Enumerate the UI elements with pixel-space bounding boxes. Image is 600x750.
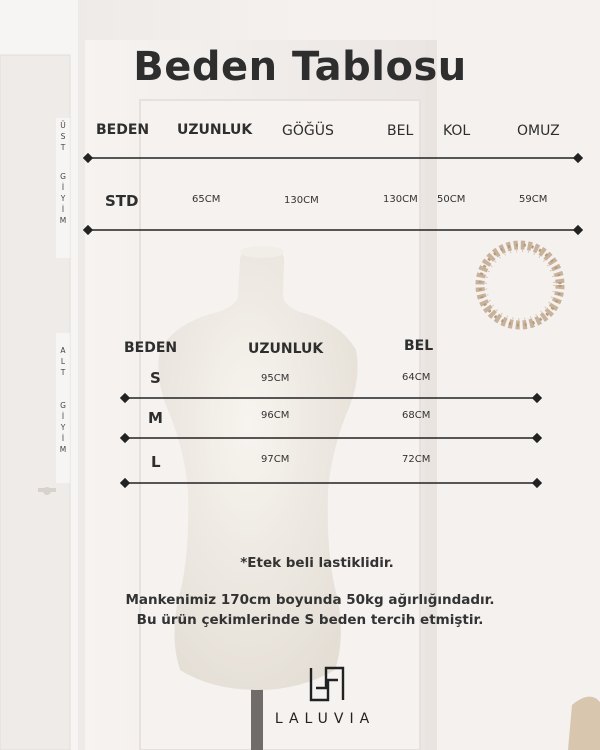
upper-header-kol: KOL [443, 123, 471, 139]
upper-header-beden: BEDEN [96, 122, 150, 138]
upper-cell-kol: 50CM [437, 194, 466, 205]
upper-cell-uzunluk: 65CM [192, 194, 221, 205]
side-label-upper: Ü S T G İ Y İ M [59, 121, 67, 225]
lower-header-beden: BEDEN [124, 340, 178, 356]
lower-cell-bel-l: 72CM [402, 454, 431, 465]
brand-name: LALUVIA [274, 711, 376, 727]
note-size: Bu ürün çekimlerinde S beden tercih etmiştir. [136, 612, 484, 628]
lower-cell-uzunluk-m: 96CM [261, 410, 290, 421]
upper-cell-size: STD [105, 192, 139, 210]
upper-header-uzunluk: UZUNLUK [177, 122, 253, 138]
upper-cell-bel: 130CM [383, 194, 418, 205]
lower-cell-bel-s: 64CM [402, 372, 431, 383]
lower-cell-size-l: L [151, 453, 161, 471]
note-elastic: *Etek beli lastiklidir. [240, 555, 394, 571]
lower-header-bel: BEL [404, 338, 434, 354]
lower-cell-bel-m: 68CM [402, 410, 431, 421]
side-label-lower: A L T G İ Y İ M [59, 346, 67, 454]
lower-cell-uzunluk-s: 95CM [261, 373, 290, 384]
upper-header-omuz: OMUZ [517, 123, 560, 139]
upper-cell-omuz: 59CM [519, 194, 548, 205]
page-title: Beden Tablosu [133, 44, 467, 90]
lower-cell-size-s: S [150, 369, 161, 387]
upper-cell-gogus: 130CM [284, 195, 319, 206]
note-model: Mankenimiz 170cm boyunda 50kg ağırlığındadır. [125, 592, 495, 608]
upper-header-gogus: GÖĞÜS [282, 123, 334, 139]
lower-cell-uzunluk-l: 97CM [261, 454, 290, 465]
lower-header-uzunluk: UZUNLUK [248, 341, 324, 357]
lower-cell-size-m: M [148, 409, 163, 427]
upper-header-bel: BEL [387, 123, 414, 139]
